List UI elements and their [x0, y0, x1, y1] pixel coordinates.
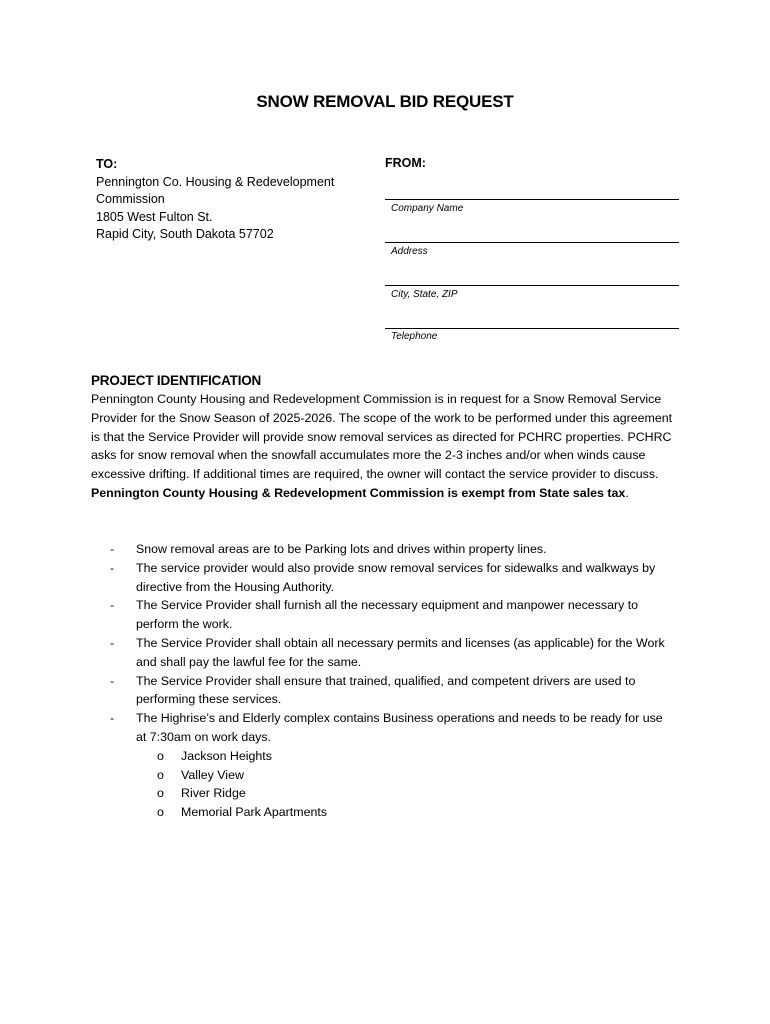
dash-bullet: - [110, 673, 115, 688]
circle-bullet: o [157, 767, 164, 782]
sub-list-item [136, 803, 670, 822]
project-identification-heading: PROJECT IDENTIFICATION [91, 373, 262, 388]
address-line[interactable] [385, 242, 679, 243]
document-title: SNOW REMOVAL BID REQUEST [256, 92, 514, 111]
from-label: FROM: [385, 156, 426, 170]
list-item [110, 672, 670, 710]
from-block [385, 156, 679, 342]
dash-bullet: - [110, 560, 115, 575]
circle-bullet: o [157, 748, 164, 763]
list-item [110, 634, 670, 672]
city-state-zip-caption: City, State, ZIP [391, 289, 458, 300]
list-item [110, 559, 670, 597]
list-item [110, 709, 670, 822]
paragraph-end: . [625, 485, 629, 500]
dash-bullet: - [110, 635, 115, 650]
property-sublist [136, 747, 670, 822]
sub-list-item [136, 784, 670, 803]
dash-bullet: - [110, 711, 115, 726]
to-line: Pennington Co. Housing & Redevelopment [96, 174, 335, 189]
to-line: 1805 West Fulton St. [96, 209, 213, 224]
to-label: TO: [96, 157, 118, 171]
to-line: Rapid City, South Dakota 57702 [96, 227, 274, 241]
list-item [110, 596, 670, 634]
sub-list-item-text: River Ridge [181, 786, 246, 801]
list-item-text: Snow removal areas are to be Parking lots and drives within property lines. [136, 542, 547, 556]
to-address-block [96, 156, 366, 244]
sub-list-item [136, 766, 670, 785]
dash-bullet: - [110, 598, 115, 613]
list-item-text: The Service Provider shall obtain all necessary permits and licenses (as applicable) for the Work and shall pay the lawful fee for the same. [136, 635, 665, 669]
requirements-list [110, 540, 670, 822]
sub-list-item-text: Jackson Heights [181, 748, 272, 763]
circle-bullet: o [157, 805, 164, 820]
list-item-text: The Highrise’s and Elderly complex contains Business operations and needs to be ready for use at 7:30am on work days. [136, 711, 663, 744]
paragraph-text: Pennington County Housing and Redevelopment Commission is in request for a Snow Removal Service Provider for the Snow Season of 2025-2026. The scope of the work to be performed under this agreement is that the Service Provider will provide snow removal services as directed for PCHRC properties. PCHRC asks for snow removal when the snowfall accumulates more the 2-3 inches and/or when winds cause excessive drifting. If additional times are required, the owner will contact the service provider to discuss. [91, 392, 673, 482]
company-name-line[interactable] [385, 199, 679, 200]
telephone-line[interactable] [385, 328, 679, 329]
sub-list-item-text: Memorial Park Apartments [181, 805, 327, 820]
list-item-text: The service provider would also provide snow removal services for sidewalks and walkways by directive from the Housing Authority. [136, 560, 656, 594]
company-name-caption: Company Name [391, 203, 464, 214]
sub-list-item [136, 747, 670, 766]
telephone-caption: Telephone [391, 331, 438, 342]
project-paragraph [91, 390, 681, 503]
tax-exempt-statement: Pennington County Housing & Redevelopment Commission is exempt from State sales tax [91, 485, 626, 500]
sub-list-item-text: Valley View [181, 767, 244, 782]
to-line: Commission [96, 192, 165, 206]
circle-bullet: o [157, 786, 164, 801]
city-state-zip-line[interactable] [385, 285, 679, 286]
list-item-text: The Service Provider shall furnish all the necessary equipment and manpower necessary to perform the work. [136, 598, 639, 632]
list-item [110, 540, 670, 559]
dash-bullet: - [110, 542, 115, 556]
address-caption: Address [391, 246, 428, 257]
list-item-text: The Service Provider shall ensure that trained, qualified, and competent drivers are used to performing these services. [136, 673, 636, 707]
